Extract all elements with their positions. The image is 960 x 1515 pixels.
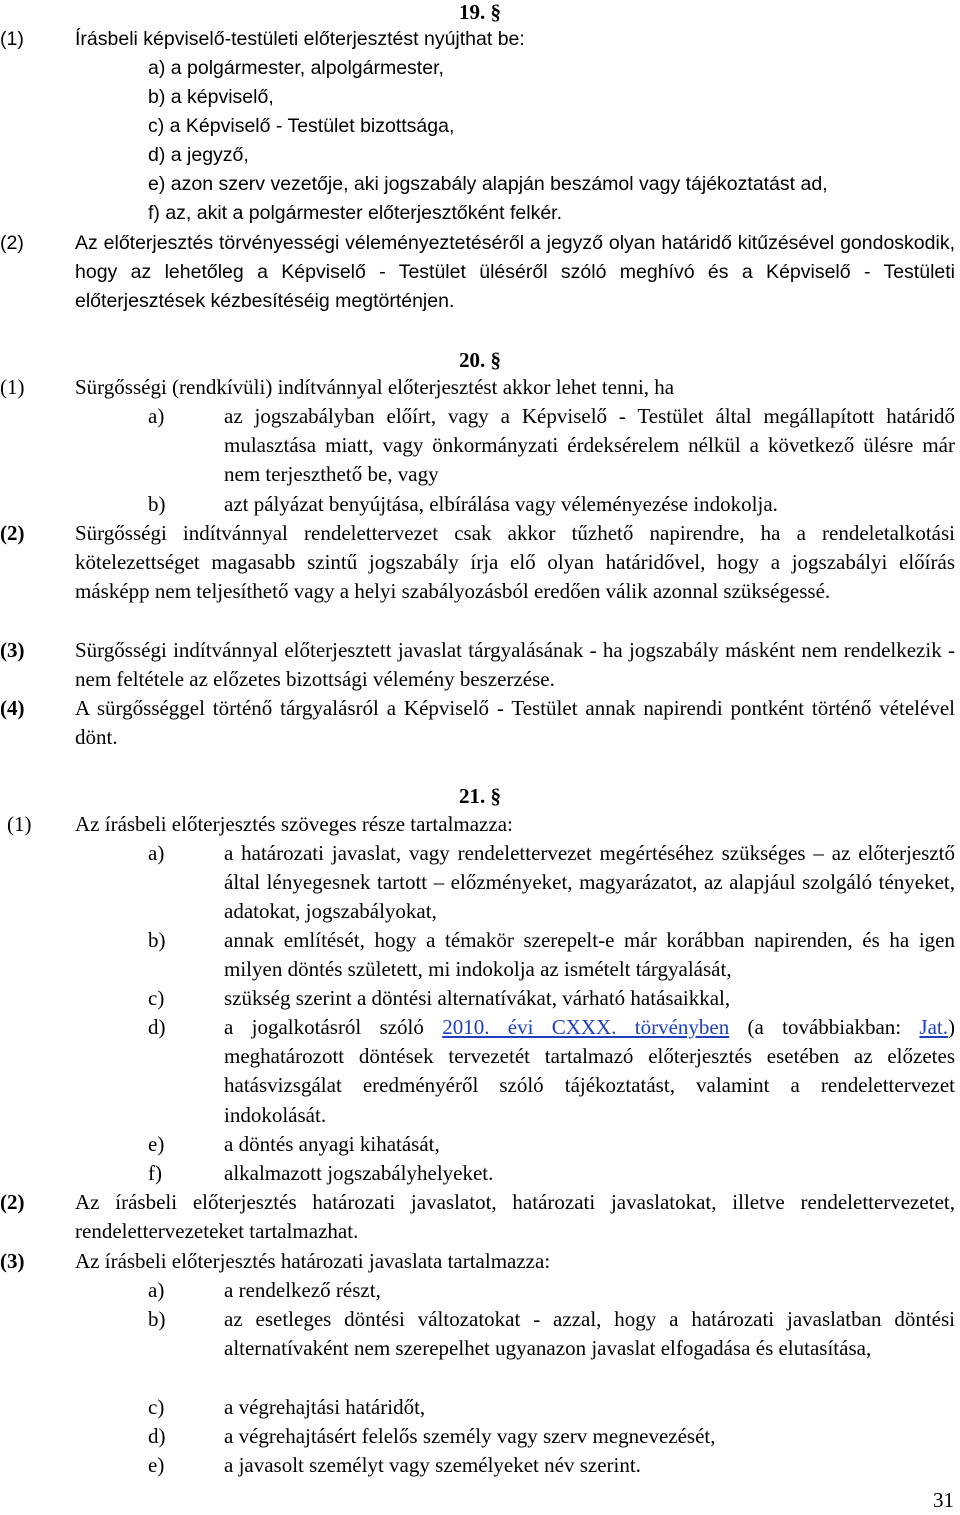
list-text [224, 1013, 955, 1130]
jat-link[interactable]: Jat. [919, 1015, 948, 1039]
list-letter: f) [148, 1161, 162, 1185]
paragraph-number: (4) [0, 696, 25, 720]
text-segment: a jogalkotásról szóló [224, 1015, 443, 1039]
list-item: f) az, akit a polgármester előterjesztőként felkér. [148, 202, 563, 224]
section-heading-19: 19. § [459, 0, 501, 24]
list-letter: e) [148, 1132, 165, 1156]
law-link[interactable]: 2010. évi CXXX. törvényben [442, 1015, 730, 1039]
list-item: e) azon szerv vezetője, aki jogszabály alapján beszámol vagy tájékoztatást ad, [148, 173, 828, 195]
list-item: a) a polgármester, alpolgármester, [148, 57, 444, 79]
list-item: c) a Képviselő - Testület bizottsága, [148, 115, 455, 137]
list-letter: a) [148, 1278, 165, 1302]
list-text: a rendelkező részt, [224, 1278, 381, 1302]
list-letter: b) [148, 1307, 166, 1331]
section-heading-20: 20. § [459, 348, 501, 372]
paragraph-text: Az írásbeli előterjesztés határozati javaslatot, határozati javaslatokat, illetve rendelettervezetet, rendelettervezeteket tartalmazhat. [75, 1190, 955, 1244]
list-text: a végrehajtásért felelős személy vagy szerv megnevezését, [224, 1424, 716, 1448]
list-item: b) a képviselő, [148, 86, 274, 108]
paragraph-number: (1) [7, 812, 32, 836]
paragraph-number: (3) [0, 1249, 25, 1273]
paragraph-text: A sürgősséggel történő tárgyalásról a Képviselő - Testület annak napirendi pontként történő vételével dönt. [75, 696, 955, 750]
list-letter: a) [148, 404, 165, 428]
list-letter: c) [148, 986, 165, 1010]
list-letter: b) [148, 492, 166, 516]
paragraph-text: Írásbeli képviselő-testületi előterjesztést nyújthat be: [75, 28, 525, 50]
list-letter: d) [148, 1015, 166, 1039]
paragraph-number: (2) [0, 1190, 25, 1214]
text-segment: (a továbbiakban: [729, 1015, 920, 1039]
list-text: a döntés anyagi kihatását, [224, 1132, 440, 1156]
list-text: a határozati javaslat, vagy rendelettervezet megértéséhez szükséges – az előterjesztő által lényegesnek tartott – előzményeket, magyarázatot, az alapjául szolgáló tényeket, adatokat, jogszabályokat, [224, 841, 955, 924]
paragraph-text: Az írásbeli előterjesztés szöveges része tartalmazza: [75, 812, 513, 836]
paragraph-number: (1) [0, 375, 25, 399]
paragraph-text: Az írásbeli előterjesztés határozati javaslata tartalmazza: [75, 1249, 551, 1273]
list-letter: b) [148, 928, 166, 952]
paragraph-text: Sürgősségi indítvánnyal előterjesztett javaslat tárgyalásának - ha jogszabály másként nem rendelkezik - nem feltétele az előzetes bizottsági vélemény beszerzése. [75, 638, 955, 692]
list-letter: d) [148, 1424, 166, 1448]
list-text: a végrehajtási határidőt, [224, 1395, 426, 1419]
list-letter: e) [148, 1453, 165, 1477]
list-text: annak említését, hogy a témakör szerepelt-e már korábban napirenden, és ha igen milyen döntés született, mi indokolja az ismételt tárgyalását, [224, 928, 955, 982]
paragraph-number: (2) [0, 232, 24, 254]
paragraph-number: (3) [0, 638, 25, 662]
section-heading-21: 21. § [459, 784, 501, 808]
list-text: alkalmazott jogszabályhelyeket. [224, 1161, 494, 1185]
list-letter: c) [148, 1395, 165, 1419]
list-item: d) a jegyző, [148, 144, 249, 166]
list-text: azt pályázat benyújtása, elbírálása vagy véleményezése indokolja. [224, 492, 778, 516]
paragraph-number: (2) [0, 521, 25, 545]
text-segment: ) meghatározott döntések tervezetét tartalmazó előterjesztés esetében az előzetes hatásvizsgálat eredményéről szóló tájékoztatást, valamint a rendelettervezet indokolását. [224, 1015, 955, 1127]
paragraph-text: Sürgősségi indítvánnyal rendelettervezet csak akkor tűzhető napirendre, ha a rendeletalkotási kötelezettséget magasabb szintű jogszabály írja elő olyan határidővel, hogy a jogszabályi előírás másképp nem teljesíthető vagy a helyi szabályozásból eredően válik azonnal szükségessé. [75, 521, 955, 604]
list-text: az esetleges döntési változatokat - azzal, hogy a határozati javaslatban döntési alternatívaként nem szerepelhet ugyanazon javaslat elfogadása és elutasítása, [224, 1307, 955, 1361]
list-letter: a) [148, 841, 165, 865]
list-text: az jogszabályban előírt, vagy a Képviselő - Testület által megállapított határidő mulasztása miatt, vagy önkormányzati érdeksérelem nélkül a következő ülésre már nem terjeszthető be, vagy [224, 404, 955, 487]
list-text: a javasolt személyt vagy személyeket név szerint. [224, 1453, 641, 1477]
page-number: 31 [933, 1488, 954, 1512]
list-text: szükség szerint a döntési alternatívákat, várható hatásaikkal, [224, 986, 731, 1010]
paragraph-text: Sürgősségi (rendkívüli) indítvánnyal előterjesztést akkor lehet tenni, ha [75, 375, 675, 399]
paragraph-number: (1) [0, 28, 24, 50]
paragraph-text: Az előterjesztés törvényességi véleményeztetéséről a jegyző olyan határidő kitűzésével gondoskodik, hogy az lehetőleg a Képviselő - Testület üléséről szóló meghívó és a Képviselő - Testületi előterjesztések kézbesítéséig megtörténjen. [75, 232, 955, 312]
